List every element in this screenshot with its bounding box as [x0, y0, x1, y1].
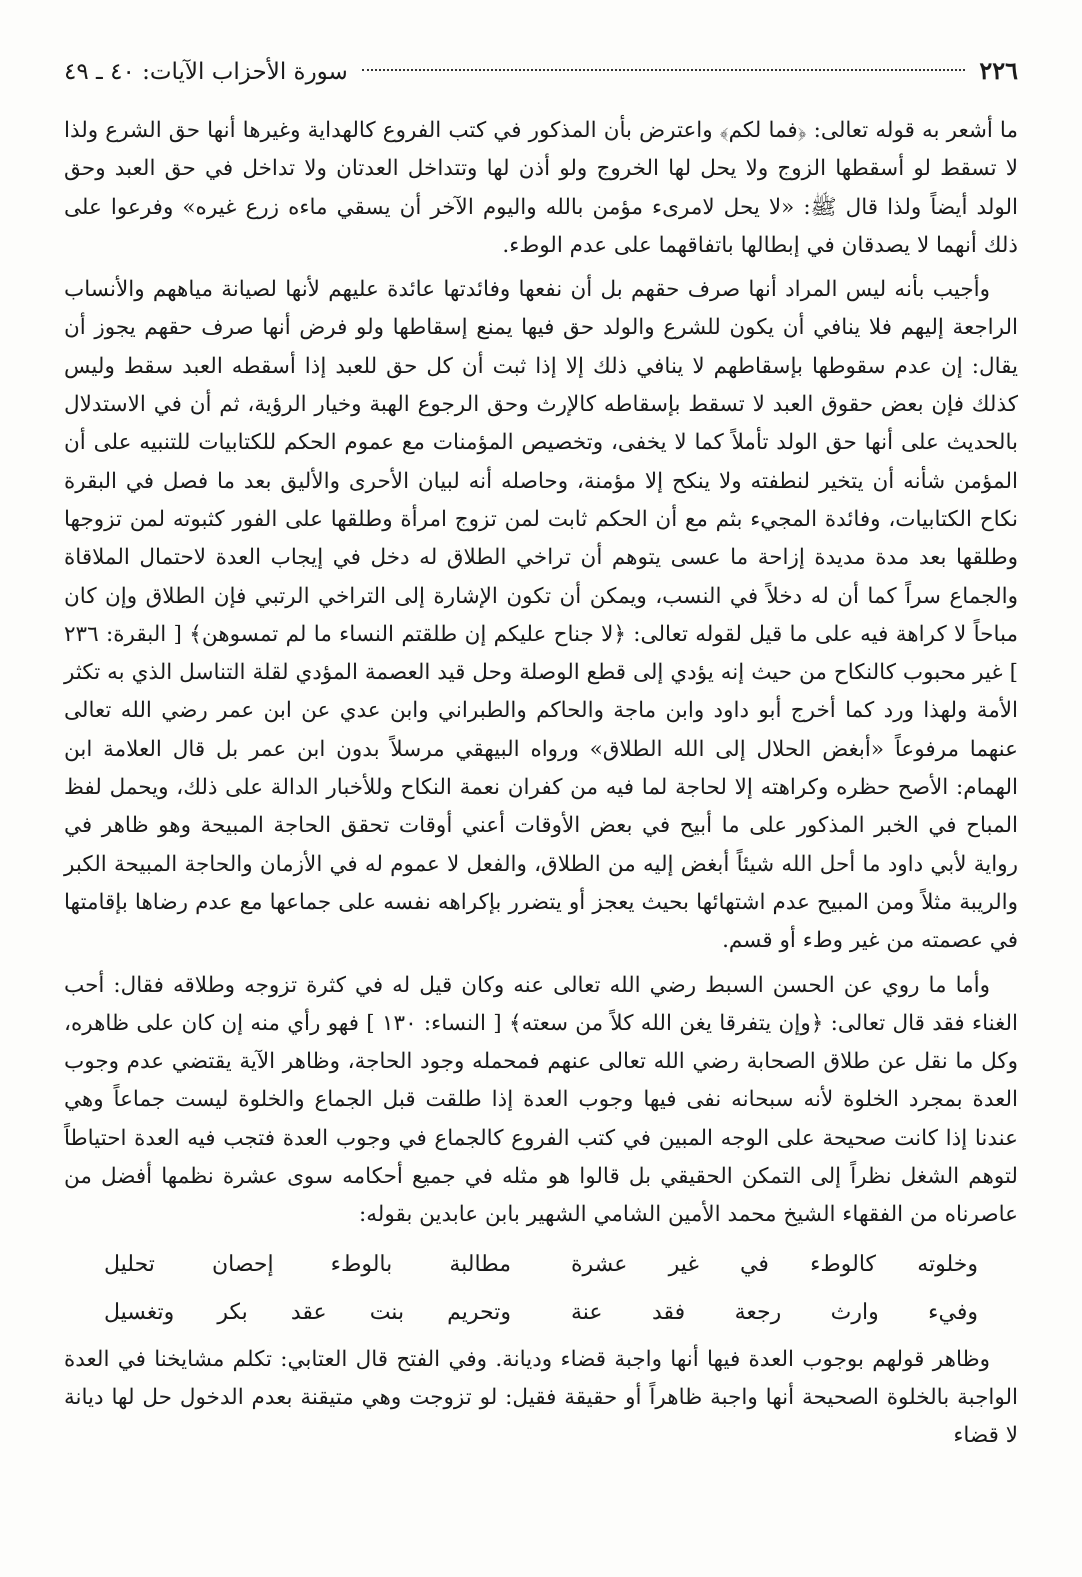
paragraph-1: ما أشعر به قوله تعالى: ﴿فما لكم﴾ واعترض بأن المذكور في كتب الفروع كالهداية وغيرها أنها حق الشرع ولذا لا تسقط لو أسقطها الزوج ولا يحل لها الخروج ولو أذن لها وتتداخل العدتان ولا تداخل في حق العبد وحق الولد أيضاً ولذا قال ﷺ: «لا يحل لامرىء مؤمن بالله واليوم الآخر أن يسقي ماءه زرع غيره» وفرعوا على ذلك أنهما لا يصدقان في إبطالها باتفاقهما على عدم الوطء. — [64, 118, 1018, 258]
poem-verse-1-second-hemistich: مطالبة بالوطء إحصان تحليل — [104, 1251, 511, 1277]
header-dotted-leader — [362, 69, 965, 71]
paragraph-3: وأما ما روي عن الحسن السبط رضي الله تعالى عنه وكان قيل له في كثرة تزوجه وطلاقه فقال: أحب الغناء فقد قال تعالى: ﴿وإن يتفرقا يغن الله كلاً من سعته﴾ [ النساء: ١٣٠ ] فهو رأي منه إن كان على ظاهره، وكل ما نقل عن طلاق الصحابة رضي الله تعالى عنهم فمحمله وجود الحاجة، وظاهر الآية يقتضي عدم وجوب العدة بمجرد الخلوة لأنه سبحانه نفى فيها وجوب العدة إذا طلقت قبل الجماع والخلوة ليست جماعاً وهي عندنا إذا كانت صحيحة على الوجه المبين في كتب الفروع كالجماع في وجوب العدة فتجب فيه العدة احتياطاً لتوهم الشغل نظراً إلى التمكن الحقيقي بل قالوا هو مثله في جميع أحكامه سوى عشرة نظمها أفضل من عاصرناه من الفقهاء الشيخ محمد الأمين الشامي الشهير بابن عابدين بقوله: — [64, 972, 1018, 1228]
poem-verses — [104, 1241, 978, 1337]
paragraph-2: وأجيب بأنه ليس المراد أنها صرف حقهم بل أن نفعها وفائدتها عائدة عليهم لأنها لصيانة مياههم والأنساب الراجعة إليهم فلا ينافي أن يكون للشرع والولد حق فيها يمنع إسقاطها ولو فرض أنها صرف حقهم يجوز أن يقال: إن عدم سقوطها بإسقاطهم لا ينافي ذلك إلا إذا ثبت أن كل حق للعبد إذا أسقطه العبد سقط وليس كذلك فإن بعض حقوق العبد لا تسقط بإسقاطه كالإرث وحق الرجوع الهبة وخيار الرؤية، ثم أن في الاستدلال بالحديث على أنها حق الولد تأملاً كما لا يخفى، وتخصيص المؤمنات مع عموم الحكم للكتابيات للتنبيه على أن المؤمن شأنه أن يتخير لنطفته ولا ينكح إلا مؤمنة، وحاصله أنه لبيان الأحرى والأليق بعد ما فصل في البقرة نكاح الكتابيات، وفائدة المجيء بثم مع أن الحكم ثابت لمن تزوج امرأة وطلقها على الفور كثبوته لمن تزوجها وطلقها بعد مدة مديدة إزاحة ما عسى يتوهم أن تراخي الطلاق له دخل في إيجاب العدة لاحتمال الملاقاة والجماع سراً كما أن له دخلاً في النسب، ويمكن أن تكون الإشارة إلى التراخي الرتبي فإن الطلاق وإن كان مباحاً لا كراهة فيه على ما قيل لقوله تعالى: ﴿لا جناح عليكم إن طلقتم النساء ما لم تمسوهن﴾ [ البقرة: ٢٣٦ ] غير محبوب كالنكاح من حيث إنه يؤدي إلى قطع الوصلة وحل قيد العصمة المؤدي لقلة التناسل الذي به تكثر الأمة ولهذا ورد كما أخرج أبو داود وابن ماجة والحاكم والطبراني وابن عدي عن ابن عمر رضي الله تعالى عنهما مرفوعاً «أبغض الحلال إلى الله الطلاق» ورواه البيهقي مرسلاً بدون ابن عمر بل قال العلامة ابن الهمام: الأصح حظره وكراهته إلا لحاجة لما فيه من كفران نعمة النكاح وللأخبار الدالة على ذلك، ويحمل لفظ المباح في الخبر المذكور على ما أبيح في بعض الأوقات أعني أوقات تحقق الحاجة المبيحة وهو ظاهر في رواية لأبي داود ما أحل الله شيئاً أبغض إليه من الطلاق، والفعل لا عموم له في الأزمان والحاجة المبيحة الكبر والريبة مثلاً ومن المبيح عدم اشتهائها بحيث يعجز أو يتضرر بإكراهه نفسه على جماعها مع عدم رضاها بإقامتها في عصمته من غير وطء أو قسم. — [64, 277, 1018, 954]
running-title: سورة الأحزاب الآيات: ٤٠ ـ ٤٩ — [64, 59, 348, 85]
poem-verse-2-first-hemistich: وفيء وارث رجعة فقد عنة — [571, 1299, 978, 1325]
page-number: ٢٢٦ — [979, 56, 1018, 85]
poem-verse-2-second-hemistich: وتحريم بنت عقد بكر وتغسيل — [104, 1299, 511, 1325]
page-header — [64, 56, 1018, 90]
poem-verse-1-first-hemistich: وخلوته كالوطء في غير عشرة — [571, 1251, 978, 1277]
body-text — [64, 112, 1018, 1456]
closing-paragraph: وظاهر قولهم بوجوب العدة فيها أنها واجبة قضاء وديانة. وفي الفتح قال العتابي: تكلم مشايخنا في العدة الواجبة بالخلوة الصحيحة أنها واجبة ظاهراً أو حقيقة فقيل: لو تزوجت وهي متيقنة بعدم الدخول حل لها ديانة لا قضاء — [64, 1346, 1018, 1449]
